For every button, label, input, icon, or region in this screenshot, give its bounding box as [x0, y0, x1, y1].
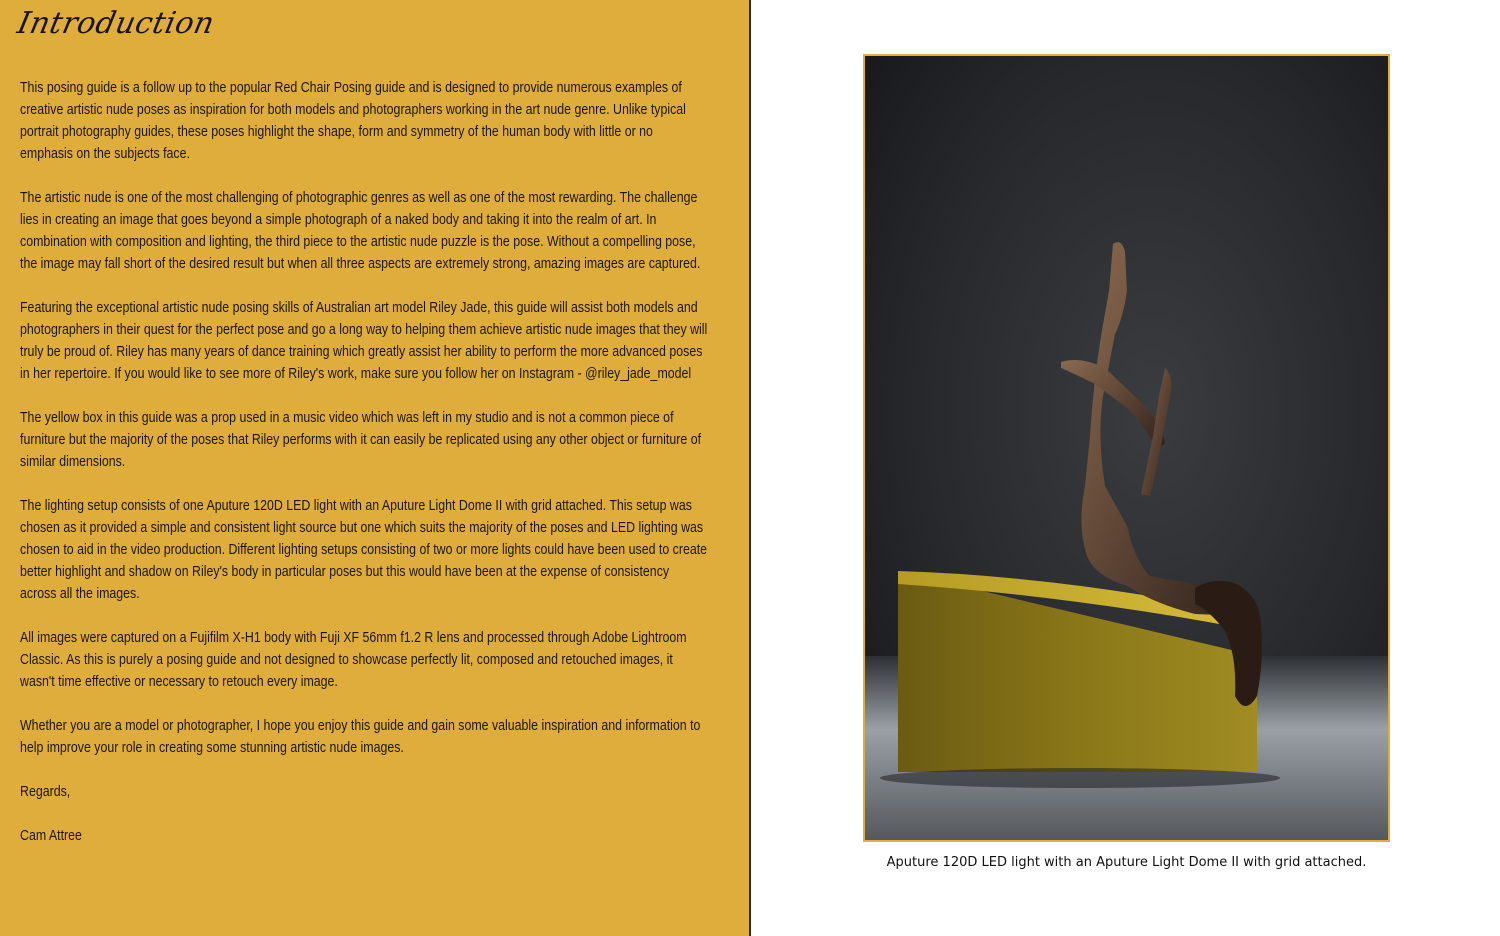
paragraph: The artistic nude is one of the most challenging of photographic genres as well as one of the most rewarding. The challenge lies in creating an image that goes beyond a simple photograph of a naked body and taking it into the realm of art. In combination with composition and lighting, the third piece to the artistic nude puzzle is the pose. Without a compelling pose, the image may fall short of the desired result but when all three aspects are extremely strong, amazing images are captured.: [20, 190, 701, 272]
closing-regards: Regards,: [20, 784, 71, 800]
photo-frame: [863, 54, 1390, 842]
photo-caption: Aputure 120D LED light with an Aputure Light Dome II with grid attached.: [886, 855, 1367, 870]
pose-photo: [865, 56, 1388, 840]
paragraph: The lighting setup consists of one Aputure 120D LED light with an Aputure Light Dome II with grid attached. This setup was chosen as it provided a simple and consistent light source but one which suits the majority of the poses and LED lighting was chosen to aid in the video production. Different lighting setups consisting of two or more lights could have been used to create better highlight and shadow on Riley's body in particular poses but this would have been at the expense of consistency across all the images.: [20, 498, 708, 602]
left-page: [0, 0, 749, 936]
paragraph: This posing guide is a follow up to the popular Red Chair Posing guide and is designed to provide numerous examples of creative artistic nude poses as inspiration for both models and photographers working in the art nude genre. Unlike typical portrait photography guides, these poses highlight the shape, form and symmetry of the human body with little or no emphasis on the subjects face.: [20, 80, 686, 162]
paragraph: Whether you are a model or photographer, I hope you enjoy this guide and gain some valuable inspiration and information to help improve your role in creating some stunning artistic nude images.: [20, 718, 701, 756]
author-signature: Cam Attree: [20, 828, 82, 844]
paragraph: The yellow box in this guide was a prop used in a music video which was left in my studio and is not a common piece of furniture but the majority of the poses that Riley performs with it can easily be replicated using any other object or furniture of similar dimensions.: [20, 410, 702, 470]
page-heading: Introduction: [14, 6, 218, 41]
paragraph: Featuring the exceptional artistic nude posing skills of Australian art model Riley Jade, this guide will assist both models and photographers in their quest for the perfect pose and go a long way to helping them achieve artistic nude images that they will truly be proud of. Riley has many years of dance training which greatly assist her ability to perform the more advanced poses in her repertoire. If you would like to see more of Riley's work, make sure you follow her on Instagram - @riley_jade_model: [20, 300, 708, 382]
intro-body: [20, 77, 710, 869]
paragraph: All images were captured on a Fujifilm X-H1 body with Fuji XF 56mm f1.2 R lens and processed through Adobe Lightroom Classic. As this is purely a posing guide and not designed to showcase perfectly lit, composed and retouched images, it wasn't time effective or necessary to retouch every image.: [20, 630, 687, 690]
box-shadow: [880, 768, 1280, 788]
